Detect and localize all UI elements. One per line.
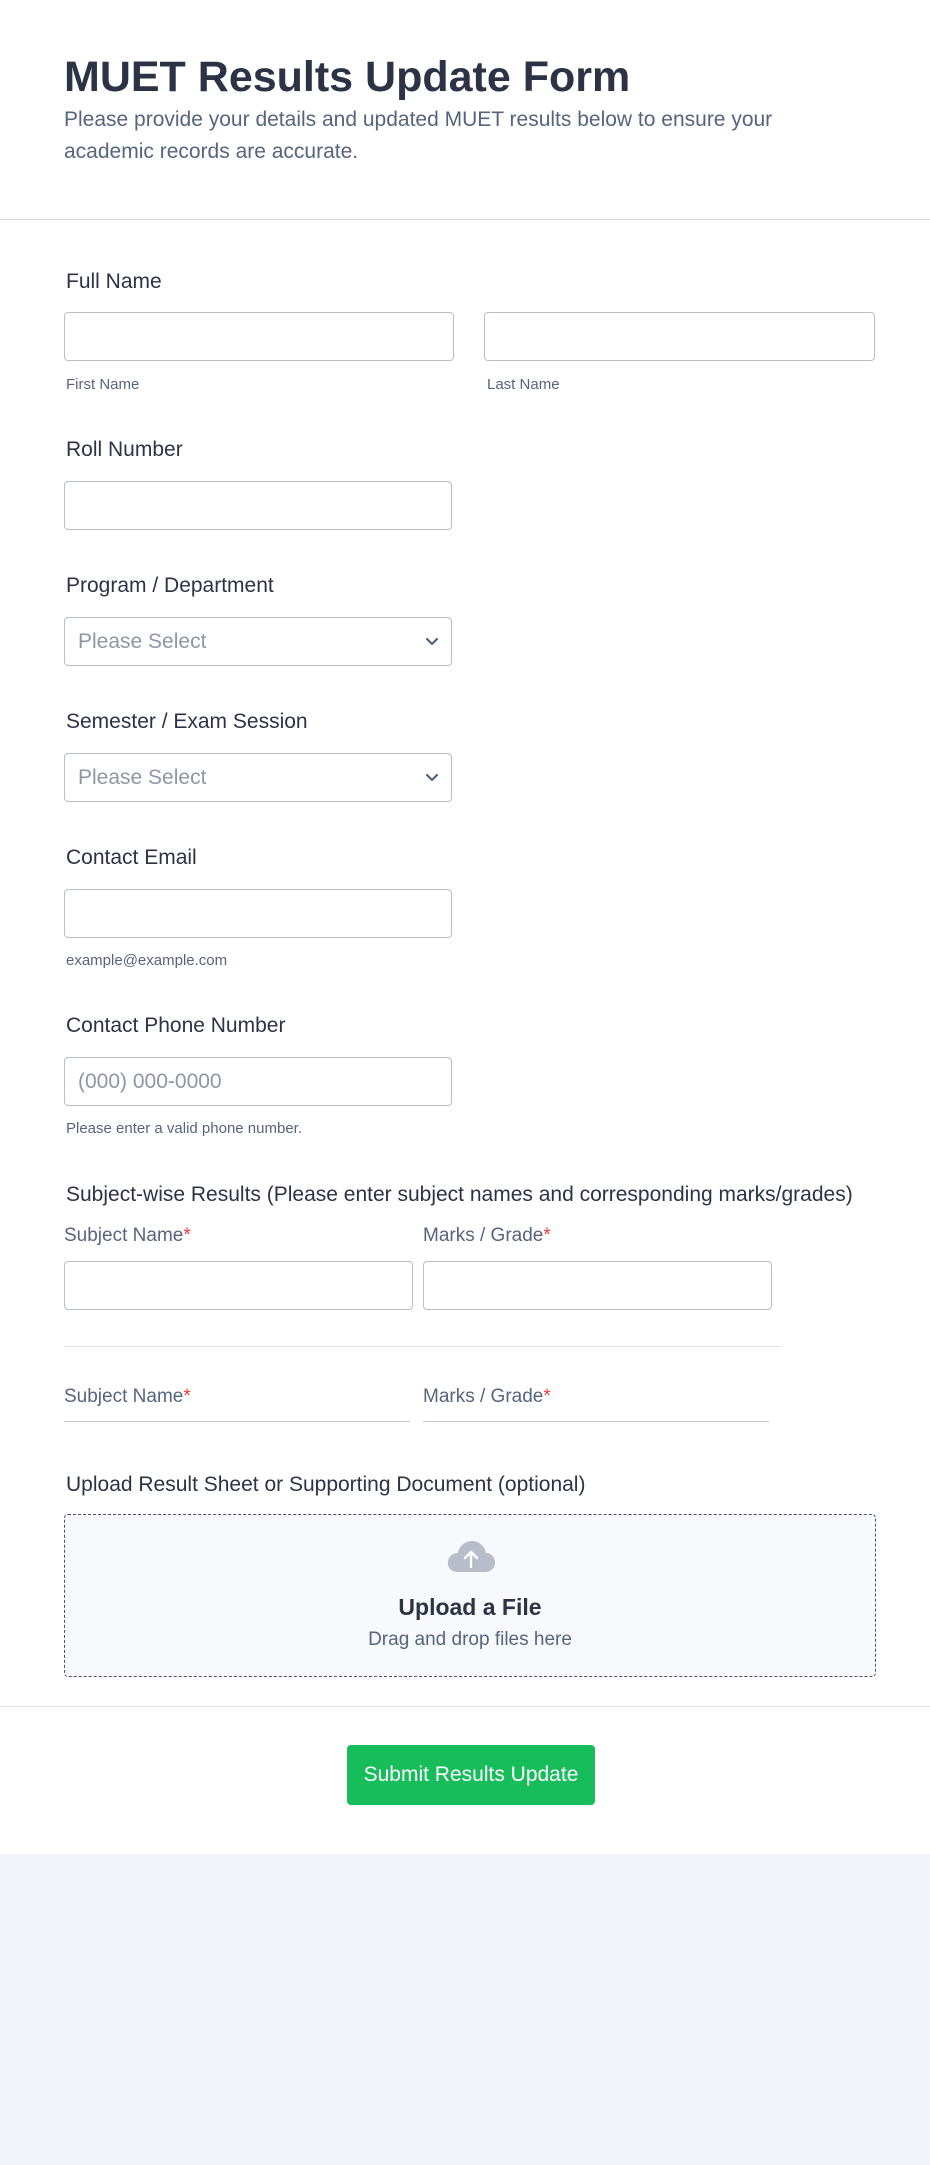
- program-label: Program / Department: [66, 574, 274, 597]
- first-name-input[interactable]: [64, 312, 454, 361]
- last-name-sublabel: Last Name: [487, 376, 560, 393]
- subject-name-field-2[interactable]: [64, 1421, 410, 1422]
- marks-header-text: Marks / Grade: [423, 1386, 544, 1407]
- required-asterisk: *: [543, 1386, 551, 1407]
- roll-number-label: Roll Number: [66, 438, 183, 461]
- semester-select[interactable]: [64, 753, 452, 802]
- subject-name-header-text: Subject Name: [64, 1225, 184, 1246]
- email-label: Contact Email: [66, 846, 197, 869]
- upload-label: Upload Result Sheet or Supporting Document (optional): [66, 1473, 586, 1496]
- form-header: [0, 0, 930, 220]
- subject-name-header: [64, 1223, 191, 1249]
- cloud-upload-icon: [446, 1540, 496, 1574]
- required-asterisk: *: [183, 1225, 191, 1246]
- row-divider: [64, 1346, 782, 1347]
- phone-placeholder: (000) 000-0000: [78, 1070, 222, 1093]
- email-input[interactable]: [64, 889, 452, 938]
- program-selected-value: Please Select: [78, 630, 207, 653]
- roll-number-input[interactable]: [64, 481, 452, 530]
- subject-name-header-2: [64, 1384, 191, 1410]
- required-asterisk: *: [543, 1225, 551, 1246]
- subject-name-header-text: Subject Name: [64, 1386, 184, 1407]
- last-name-input[interactable]: [484, 312, 875, 361]
- first-name-sublabel: First Name: [66, 376, 140, 393]
- semester-label: Semester / Exam Session: [66, 710, 308, 733]
- subjects-label: Subject-wise Results (Please enter subject names and corresponding marks/grades): [66, 1183, 853, 1206]
- form-description: Please provide your details and updated MUET results below to ensure your academic records are accurate.: [64, 108, 773, 163]
- phone-input[interactable]: [64, 1057, 452, 1106]
- form-title: MUET Results Update Form: [64, 53, 631, 101]
- phone-sublabel: Please enter a valid phone number.: [66, 1120, 302, 1137]
- required-asterisk: *: [183, 1386, 191, 1407]
- marks-header: [423, 1223, 551, 1249]
- footer-divider: [0, 1706, 930, 1707]
- marks-header-2: [423, 1384, 551, 1410]
- upload-title: Upload a File: [398, 1594, 542, 1620]
- phone-label: Contact Phone Number: [66, 1014, 286, 1037]
- chevron-down-icon: [423, 632, 441, 650]
- file-upload-dropzone[interactable]: [64, 1514, 876, 1677]
- marks-input-1[interactable]: [423, 1261, 772, 1310]
- program-select[interactable]: [64, 617, 452, 666]
- full-name-label: Full Name: [66, 270, 162, 293]
- subject-name-input-1[interactable]: [64, 1261, 413, 1310]
- submit-button[interactable]: Submit Results Update: [347, 1745, 595, 1805]
- email-sublabel: example@example.com: [66, 952, 228, 969]
- marks-field-2[interactable]: [423, 1421, 769, 1422]
- upload-subtitle: Drag and drop files here: [368, 1629, 572, 1650]
- chevron-down-icon: [423, 768, 441, 786]
- semester-selected-value: Please Select: [78, 766, 207, 789]
- marks-header-text: Marks / Grade: [423, 1225, 544, 1246]
